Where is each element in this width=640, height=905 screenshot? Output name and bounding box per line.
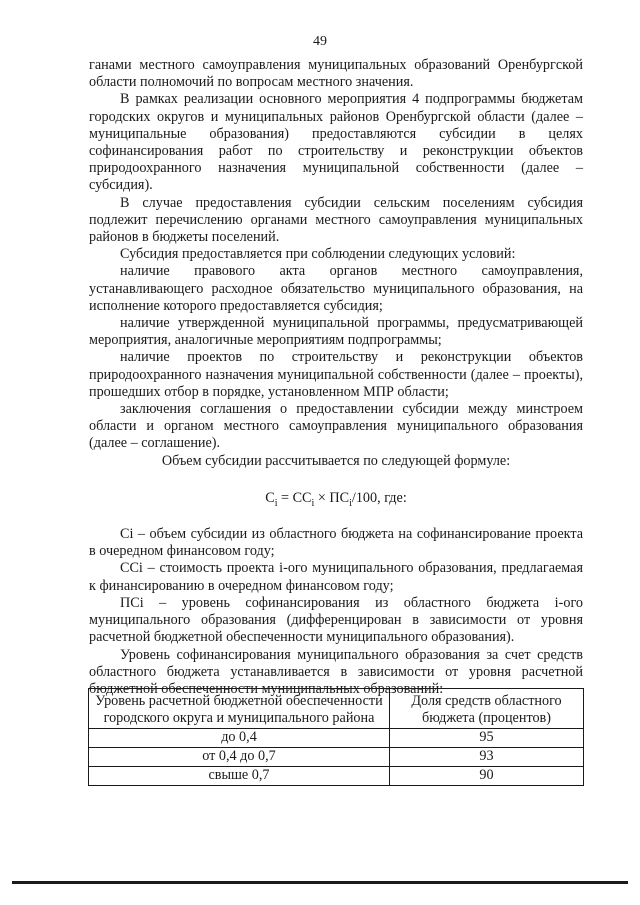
- condition-projects: наличие проектов по строительству и реконструкции объектов природоохранного назначения муниципальной собственности (далее – проекты), прошедших отбор в порядке, установленном МПР области;: [89, 349, 583, 400]
- table-header-row: [89, 689, 584, 729]
- table-cell-level: от 0,4 до 0,7: [89, 748, 390, 767]
- cofinancing-table: [88, 688, 584, 786]
- table-row: [89, 729, 584, 748]
- table-cell-share: 90: [390, 767, 584, 786]
- table-row: [89, 767, 584, 786]
- definition-ci: Ci – объем субсидии из областного бюджета на софинансирование проекта в очередном финансовом году;: [89, 526, 583, 560]
- table-header-share: Доля средств областного бюджета (процентов): [390, 689, 584, 729]
- table-cell-level: свыше 0,7: [89, 767, 390, 786]
- table-cell-share: 95: [390, 729, 584, 748]
- paragraph-formula-intro: Объем субсидии рассчитывается по следующей формуле:: [161, 452, 511, 469]
- document-body: [89, 57, 583, 698]
- paragraph-rural-settlements: В случае предоставления субсидии сельским поселениям субсидия подлежит перечислению органами местного самоуправления муниципальных районов в бюджеты поселений.: [89, 194, 583, 246]
- condition-legal-act: наличие правового акта органов местного самоуправления, устанавливающего расходное обязательство муниципального образования, на исполнение которого предоставляется субсидия;: [89, 263, 583, 314]
- table-cell-level: до 0,4: [89, 729, 390, 748]
- table-cell-share: 93: [390, 748, 584, 767]
- definition-psi: ПCi – уровень софинансирования из областного бюджета i-ого муниципального образования (дифференцирован в зависимости от уровня расчетной бюджетной обеспеченности муниципального образования).: [89, 594, 583, 646]
- paragraph-continuation: ганами местного самоуправления муниципальных образований Оренбургской области полномочий по вопросам местного значения.: [89, 57, 583, 91]
- paragraph-subsidy-purpose: В рамках реализации основного мероприятия 4 подпрограммы бюджетам городских округов и муниципальных районов Оренбургской области (далее – муниципальные образования) предоставляются субсидии в целях софинансирования работ по строительству и реконструкции объектов природоохранного назначения муниципальной собственности (далее – субсидия).: [89, 91, 583, 194]
- definition-cci: CCi – стоимость проекта i-ого муниципального образования, предлагаемая к финансированию в очередном финансовом году;: [89, 560, 583, 594]
- paragraph-cofinancing-level: Уровень софинансирования муниципального образования за счет средств областного бюджета устанавливается в зависимости от уровня расчетной бюджетной обеспеченности муниципальных образований:: [89, 646, 583, 697]
- subsidy-formula: $C_i = CC_i \times ПC_i/100$, где:: [265, 489, 407, 509]
- bottom-rule: [12, 881, 628, 884]
- page-number: 49: [313, 34, 327, 49]
- table-header-level: Уровень расчетной бюджетной обеспеченности городского округа и муниципального района: [89, 689, 390, 729]
- paragraph-conditions-intro: Субсидия предоставляется при соблюдении следующих условий:: [120, 246, 516, 263]
- table-row: [89, 748, 584, 767]
- condition-agreement: заключения соглашения о предоставлении субсидии между минстроем области и органом местного самоуправления муниципального образования (далее – соглашение).: [89, 401, 583, 452]
- condition-municipal-program: наличие утвержденной муниципальной программы, предусматривающей мероприятия, аналогичные мероприятиям подпрограммы;: [89, 315, 583, 349]
